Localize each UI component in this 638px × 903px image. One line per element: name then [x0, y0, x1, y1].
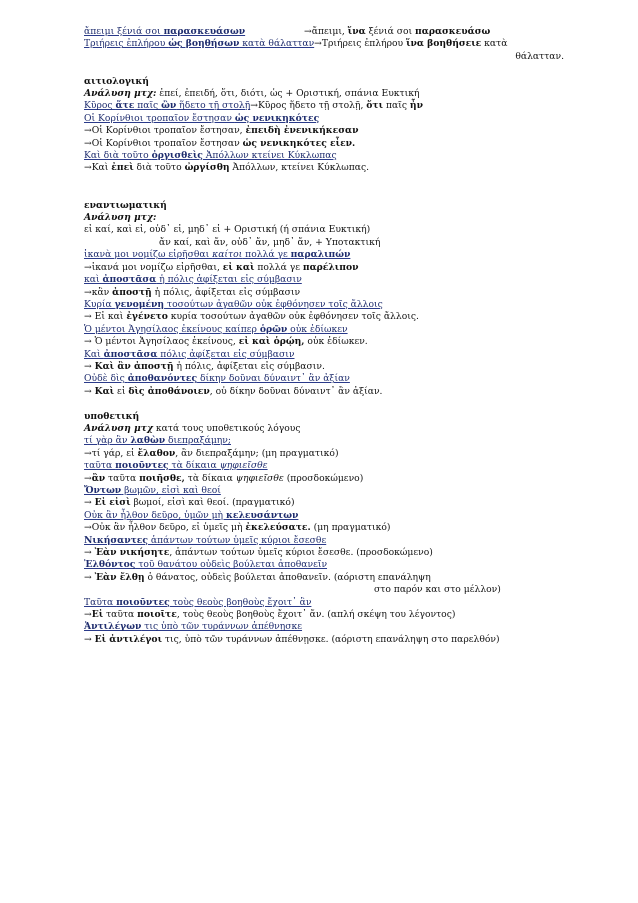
enant-line-12: → Καὶ εἰ δὶς ἀποθάνοιεν, οὐ δίκην δοῦναι δύναιντ᾿ ἂν ἀξίαν.	[84, 385, 383, 397]
ypoth-line-4: →ἂν ταῦτα ποιῆσθε, τὰ δίκαια ψηφιεῖσθε (προσδοκώμενο)	[84, 472, 364, 484]
ypoth-line-7: Οὐκ ἂν ἦλθον δεῦρο, ὑμῶν μὴ κελευσάντων	[84, 509, 299, 521]
top-line-1: ἄπειμι ξένιά σοι παρασκευάσων →ἄπειμι, ἵνα ξένιά σοι παρασκευάσω	[84, 26, 491, 37]
aitio-line-1: Κῦρος ἅτε παῖς ὢν ἥδετο τῇ στολῇ→Κῦρος ἥδετο τῇ στολῇ, ὅτι παῖς ἦν	[84, 100, 423, 112]
ypoth-line-9: Νικήσαντες ἁπάντων τούτων ὑμεῖς κύριοι ἔσεσθε	[84, 534, 327, 546]
enant-line-10: → Καὶ ἂν ἀποστῇ ἡ πόλις, ἀφίξεται εἰς σύμβασιν.	[84, 360, 325, 372]
aitio-line-2: Οἱ Κορίνθιοι τροπαῖον ἔστησαν ὡς νενικηκότες	[84, 112, 320, 124]
section-title-ypothetiki: υποθετική	[84, 410, 140, 422]
ypoth-line-12: → Ἐὰν ἔλθῃ ὁ θάνατος, οὐδεὶς βούλεται ἀποθανεῖν. (αόριστη επανάληψη	[84, 571, 431, 583]
enant-line-1: ἱκανὰ μοι νομίζω εἰρῆσθαι καίτοι πολλά γε παραλιπών	[84, 249, 351, 261]
enant-line-2: →ἱκανά μοι νομίζω εἰρῆσθαι, εἰ καὶ πολλά γε παρέλιπον	[84, 261, 359, 273]
ypoth-line-5: Ὄντων βωμῶν, εἰσὶ καὶ θεοί	[84, 484, 221, 496]
enant-line-9: Καὶ ἀποστᾶσα πόλις ἀφίξεται εἰς σύμβασιν	[84, 348, 295, 360]
enant-line-7: Ὁ μέντοι Ἀγησίλαος ἐκείνους καίπερ ὁρῶν οὐκ ἐδίωκεν	[84, 323, 348, 335]
enant-rule-1: εἰ καί, καὶ εἰ, οὐδ᾿ εἰ, μηδ᾿ εἰ + Οριστική (ή σπάνια Ευκτική)	[84, 224, 371, 236]
enant-rule-2: ἄν καί, καὶ ἄν, οὐδ᾿ ἄν, μηδ᾿ ἄν, + Υποτακτική	[159, 236, 381, 248]
enant-analysis-label: Ανάλυση μτχ:	[84, 212, 157, 224]
ypoth-line-10: → Ἐὰν νικήσητε, ἁπάντων τούτων ὑμεῖς κύριοι ἔσεσθε. (προσδοκώμενο)	[84, 547, 433, 559]
aitio-line-6: →Καὶ ἐπεὶ διὰ τοῦτο ὠργίσθη Ἀπόλλων, κτείνει Κύκλωπας.	[84, 162, 370, 174]
ypoth-line-17: → Εἰ ἀντιλέγοι τις, ὑπὸ τῶν τυράννων ἀπέθνῃσκε. (αόριστη επανάληψη στο παρελθόν)	[84, 633, 500, 645]
ypoth-line-13: στο παρόν και στο μέλλον)	[374, 584, 501, 596]
ypoth-line-1: τί γὰρ ἂν λαθὼν διεπραξάμην;	[84, 435, 231, 447]
aitio-line-5: Καὶ διὰ τοῦτο ὀργισθεὶς Ἀπόλλων κτείνει Κύκλωπας	[84, 150, 337, 162]
ypoth-line-6: → Εἰ εἰσὶ βωμοί, εἰσὶ καὶ θεοί. (πραγματικό)	[84, 497, 295, 509]
enant-line-4: →κἂν ἀποστῇ ἡ πόλις, ἀφίξεται εἰς σύμβασιν	[84, 286, 301, 298]
document-page	[84, 0, 564, 646]
ypoth-line-16: Ἀντιλέγων τις ὑπὸ τῶν τυράννων ἀπέθνῃσκε	[84, 621, 303, 633]
aitio-line-3: →Οἱ Κορίνθιοι τροπαῖον ἔστησαν, ἐπειδὴ ἐνενικήκεσαν	[84, 125, 359, 137]
top-example-1: ἄπειμι ξένιά σοι παρασκευάσων	[84, 26, 246, 37]
enant-line-6: → Εἰ καὶ ἐγένετο κυρία τοσούτων ἀγαθῶν οὐκ ἐφθόνησεν τοῖς ἄλλοις.	[84, 311, 419, 323]
section-title-aitiologiki: αιτιολογική	[84, 75, 149, 87]
enant-line-5: Κυρία γενομένη τοσούτων ἀγαθῶν οὐκ ἐφθόνησεν τοῖς ἄλλοις	[84, 298, 383, 310]
aitio-analysis: Ανάλυση μτχ: ἐπεί, ἐπειδή, ὅτι, διότι, ὡς + Οριστική, σπάνια Ευκτική	[84, 88, 420, 100]
ypoth-analysis: Ανάλυση μτχ κατά τους υποθετικούς λόγους	[84, 422, 301, 434]
section-title-enantiomatiki: εναντιωματική	[84, 199, 167, 211]
enant-line-3: καὶ ἀποστᾶσα ἡ πόλις ἀφίξεται εἰς σύμβασιν	[84, 274, 302, 286]
top-example-2: Τριήρεις ἐπλήρου ὡς βοηθήσων κατὰ θάλατταν	[84, 38, 315, 50]
ypoth-line-8: →Οὐκ ἂν ἦλθον δεῦρο, εἰ ὑμεῖς μὴ ἐκελεύσατε. (μη πραγματικό)	[84, 522, 391, 534]
ypoth-line-3: ταῦτα ποιοῦντες τὰ δίκαια ψηφιεῖσθε	[84, 460, 268, 472]
ypoth-line-11: Ἐλθόντος τοῦ θανάτου οὐδεὶς βούλεται ἀποθανεῖν	[84, 559, 328, 571]
top-line-3: θάλατταν.	[515, 50, 564, 62]
enant-line-8: → Ὁ μέντοι Ἀγησίλαος ἐκείνους, εἰ καὶ ὁρῴη, οὐκ ἐδίωκεν.	[84, 336, 368, 348]
aitio-line-4: →Οἱ Κορίνθιοι τροπαῖον ἔστησαν ὡς νενικηκότες εἶεν.	[84, 137, 356, 149]
enant-line-11: Οὐδὲ δὶς ἀποθανόντες δίκην δοῦναι δύναιντ᾿ ἂν ἀξίαν	[84, 373, 350, 385]
ypoth-line-15: →Εἰ ταῦτα ποιοῖτε, τοὺς θεοὺς βοηθοὺς ἔχοιτ᾿ ἄν. (απλή σκέψη του λέγοντος)	[84, 609, 456, 621]
ypoth-line-14: Ταῦτα ποιοῦντες τοὺς θεοὺς βοηθοὺς ἔχοιτ᾿ ἂν	[84, 596, 312, 608]
ypoth-line-2: →τί γάρ, εἰ ἔλαθον, ἂν διεπραξάμην; (μη πραγματικό)	[84, 447, 339, 459]
top-line-2: Τριήρεις ἐπλήρου ὡς βοηθήσων κατὰ θάλατταν→Τριήρεις ἐπλήρου ἵνα βοηθήσειε κατὰ	[84, 38, 508, 50]
